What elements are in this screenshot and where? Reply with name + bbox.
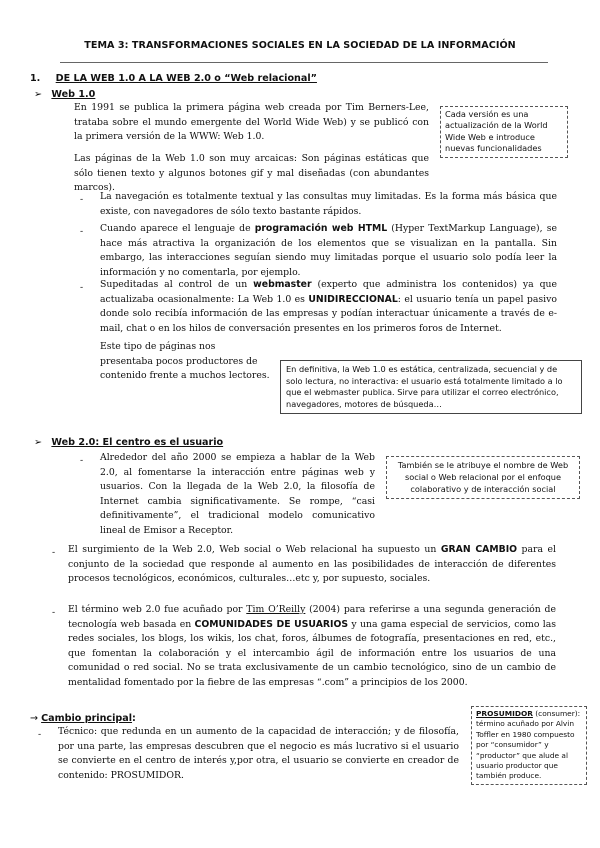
web1-intro2 — [74, 152, 429, 196]
keyword-webmaster: webmaster — [253, 279, 312, 290]
web2-paragraph-1 — [100, 451, 375, 538]
web2-heading-label: Web 2.0: El centro es el usuario — [51, 437, 224, 448]
web2-p1-text: Alrededor del año 2000 se empieza a hablar de la Web 2.0, al fomentarse la interacción entre páginas web y usuarios. Con la llegada de la Web 2.0, la filosofía de Internet cambia significativamente. Se rompe, “casi definitivamente”, el tradicional modelo comunicativo lineal de Emisor a Receptor. — [100, 452, 375, 536]
colon: : — [132, 713, 136, 724]
cambio-heading — [30, 713, 136, 724]
web2-paragraph-3 — [68, 603, 556, 690]
keyword-html: programación web HTML — [254, 223, 388, 234]
side-note-web-social: También se le atribuye el nombre de Web social o Web relacional por el enfoque colaborativo y de interacción social — [386, 456, 580, 499]
prosumidor-definition: (consumer): término acuñado por Alvin Toffler en 1980 compuesto por “consumidor” y “productor” que alude al usuario productor que también produce. — [476, 709, 581, 781]
web1-tail-text: Este tipo de páginas nos presentaba pocos productores de contenido frente a muchos lectores. — [100, 341, 270, 381]
text-run: y una gama especial de servicios, como las redes sociales, los blogs, los wikis, los chat, foros, álbumes de fotografía, presentaciones en red, etc., que fomentan la colaboración y el intercambio ágil de información entre los usuarios de una comunidad o red social. No se trata exclusivamente de un cambio tecnológico, sino de un cambio de mentalidad fomentado por la fiebre de las empresas “.com” a principios de los 2000. — [68, 618, 557, 688]
page-title: TEMA 3: TRANSFORMACIONES SOCIALES EN LA SOCIEDAD DE LA INFORMACIÓN — [84, 40, 516, 51]
title-divider — [60, 62, 548, 63]
web1-bullet-3-text — [100, 278, 557, 336]
text-run: (experto que administra los contenidos) ya que actualizaba ocasionalmente: La Web 1.0 es — [100, 279, 558, 305]
dash-bullet: - — [52, 547, 56, 558]
text-run: (Hyper TextMarkup Language), se hace más atractiva la organización de los elementos que se visualizan en la pantalla. Sin embargo, las interacciones seguían siendo muy limitadas porque el usuario solo podía leer la información y no comentarla, por ejemplo. — [100, 223, 557, 278]
right-arrow-icon: → — [30, 713, 39, 724]
prosumidor-term: PROSUMIDOR — [476, 709, 533, 718]
keyword-comunidades: COMUNIDADES DE USUARIOS — [194, 618, 349, 630]
section-title: DE LA WEB 1.0 A LA WEB 2.0 o “Web relacional” — [55, 73, 317, 84]
web1-bullet-3 — [100, 278, 557, 336]
web1-bullet-2 — [100, 222, 557, 280]
author-name: Tim O’Reilly — [246, 604, 306, 615]
dash-bullet: - — [80, 226, 84, 237]
web2-heading — [34, 437, 223, 448]
web1-summary-box: En definitiva, la Web 1.0 es estática, centralizada, secuencial y de solo lectura, no interactiva: el usuario está totalmente limitado a lo que el webmaster publica. Sirve para utilizar el correo electrónico, navegadores, motores de búsqueda… — [280, 360, 582, 414]
web1-intro — [74, 101, 429, 145]
cambio-heading-label: Cambio principal — [41, 713, 133, 724]
text-run: Supeditadas al control de un — [100, 279, 254, 290]
text-run: para el conjunto de la sociedad que responde al aumento en las posibilidades de interacción de diferentes procesos tecnológicos, económicos, culturales…etc y, por supuesto, sociales. — [68, 544, 556, 584]
web1-tail — [100, 340, 270, 384]
text-run: (2004) para referirse a una segunda generación de tecnología web basada en — [68, 604, 557, 630]
web1-bullet-1 — [100, 190, 557, 219]
dash-bullet: - — [80, 194, 84, 205]
web1-intro2-text: Las páginas de la Web 1.0 son muy arcaicas: Son páginas estáticas que sólo tienen texto y algunos botones gif y mal diseñadas (con abundantes marcos). — [74, 153, 429, 193]
web2-p3-text — [68, 603, 556, 690]
dash-bullet: - — [80, 455, 84, 466]
dash-bullet: - — [52, 607, 56, 618]
prosumidor-definition-box — [471, 706, 587, 785]
web2-p2-text — [68, 543, 556, 587]
text-run: El término web 2.0 fue acuñado por — [68, 604, 247, 615]
web1-intro-text: En 1991 se publica la primera página web creada por Tim Berners-Lee, tratabа sobre el mundo emergente del World Wide Web) y se publicó con la primera versión de la WWW: Web 1.0. — [74, 102, 429, 142]
section-heading — [30, 73, 317, 84]
web1-bullet-1-text: La navegación es totalmente textual y las consultas muy limitadas. Es la forma más básica que existe, con navegadores de sólo texto bastante rápidos. — [100, 191, 557, 217]
cambio-paragraph — [58, 725, 459, 783]
dash-bullet: - — [80, 282, 84, 293]
side-note-versions: Cada versión es una actualización de la World Wide Web e introduce nuevas funcionalidades — [440, 106, 568, 158]
web1-heading-label: Web 1.0 — [51, 89, 96, 100]
text-run: El surgimiento de la Web 2.0, Web social o Web relacional ha supuesto un — [68, 544, 441, 555]
keyword-gran-cambio: GRAN CAMBIO — [440, 544, 518, 555]
text-run: : el usuario tenía un papel pasivo donde solo recibía información de las empresas y podían interactuar únicamente a través de e-mail, chat o en los hilos de conversación presentes en los primeros foros de Internet. — [100, 293, 557, 334]
cambio-text: Técnico: que redunda en un aumento de la capacidad de interacción; y de filosofía, por una parte, las empresas descubren que el negocio es más lucrativo si el usuario se convierte en el centro de interés y,por otra, el usuario se convierte en creador de contenido: PROSUMIDOR. — [58, 726, 459, 781]
web1-bullet-2-text — [100, 222, 557, 280]
web2-paragraph-2 — [68, 543, 556, 587]
text-run: Cuando aparece el lenguaje de — [100, 223, 255, 234]
keyword-unidireccional: UNIDIRECCIONAL — [308, 293, 398, 305]
dash-bullet: - — [38, 729, 42, 740]
arrow-bullet-icon: ➢ — [34, 437, 43, 448]
section-number: 1. — [30, 73, 41, 84]
arrow-bullet-icon: ➢ — [34, 89, 43, 100]
web1-heading — [34, 89, 95, 100]
